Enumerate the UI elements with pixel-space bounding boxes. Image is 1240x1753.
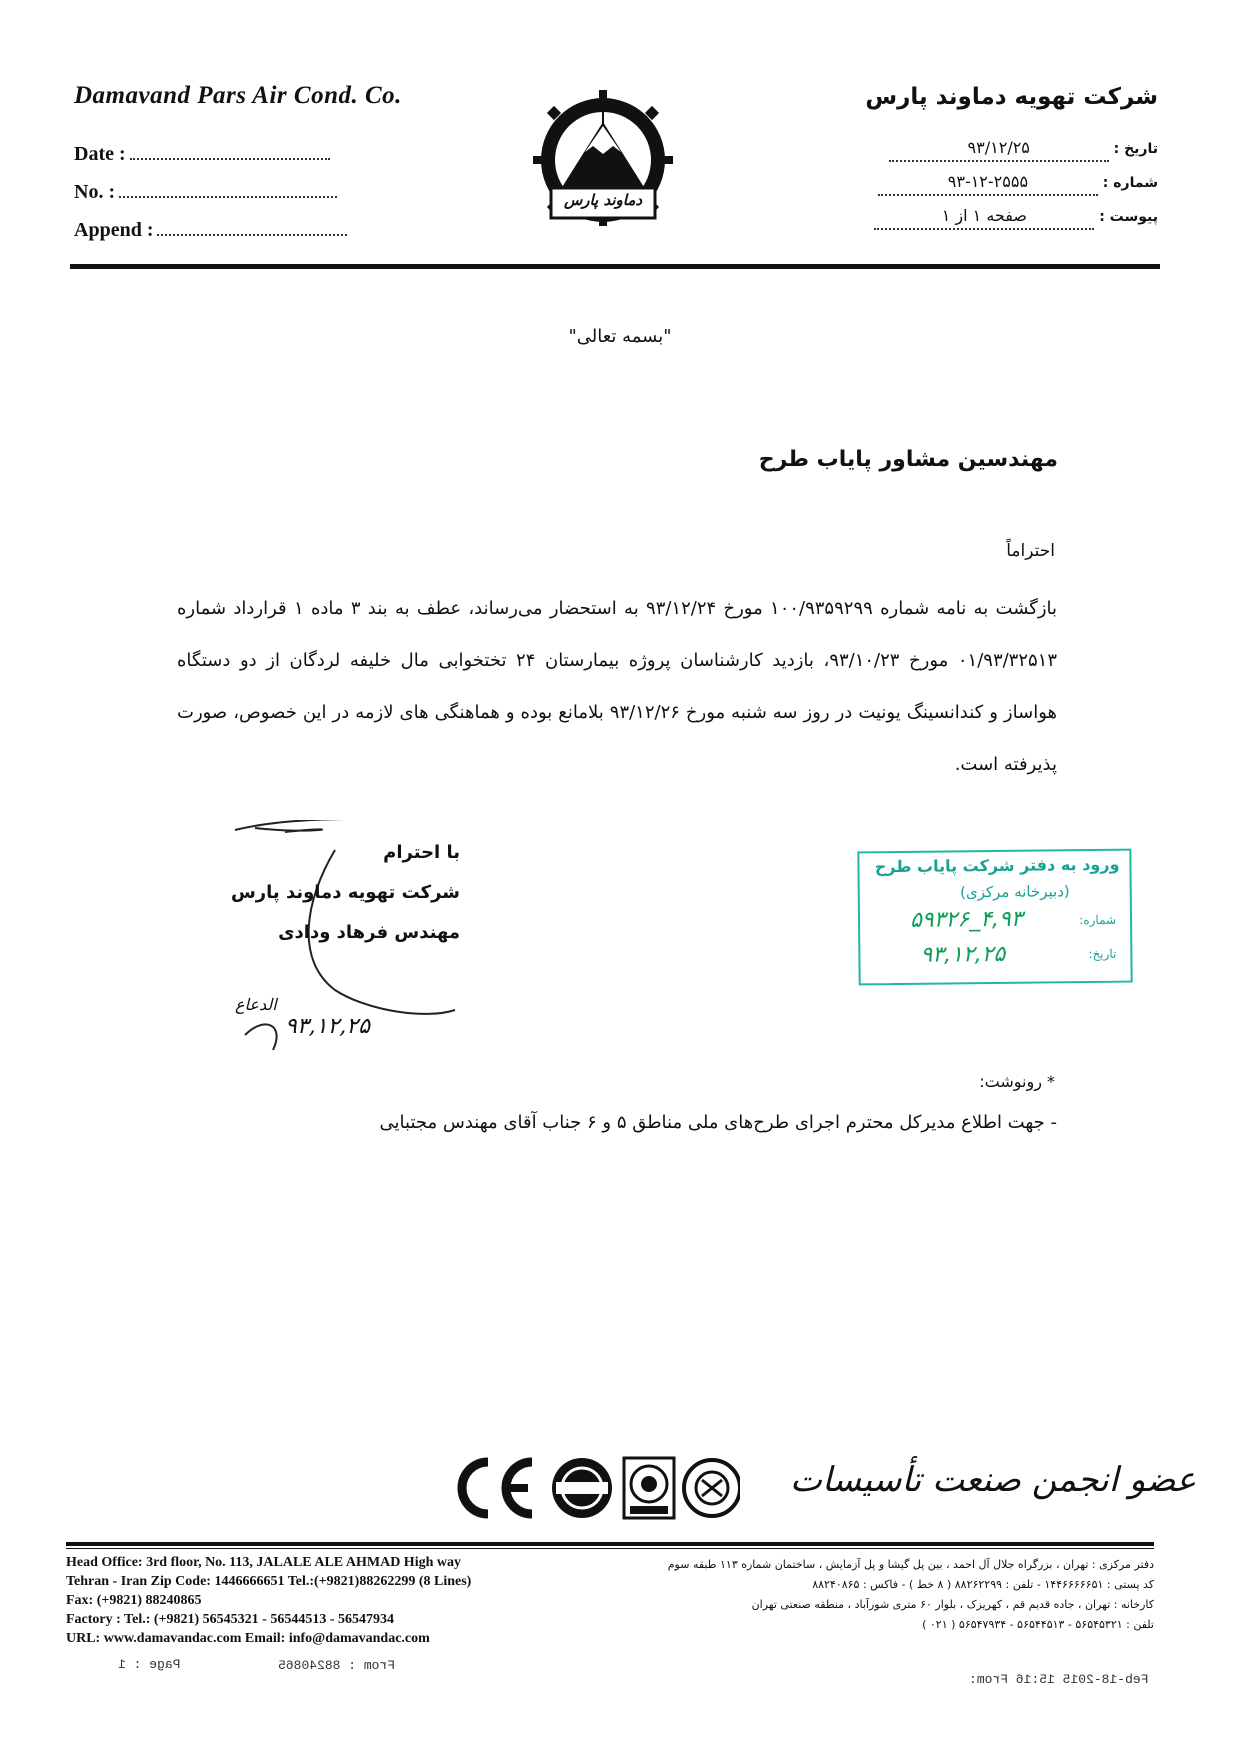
member-association-text: عضو انجمن صنعت تأسیسات: [790, 1460, 1197, 1500]
signer-name: مهندس فرهاد ودادی: [278, 922, 460, 943]
footer-divider-thin: [66, 1548, 1154, 1549]
fax-page-mark: Page : 1: [118, 1657, 181, 1672]
footer-en-line: Head Office: 3rd floor, No. 113, JALALE ALE AHMAD High way: [66, 1555, 461, 1570]
handwritten-date: ۹۳,۱۲,۲۵: [285, 1014, 370, 1039]
footer-en-line: Fax: (+9821) 88240865: [66, 1593, 202, 1608]
stamp-number-label: شماره:: [1079, 912, 1117, 928]
footer-fa-line: دفتر مرکزی : تهران ، بزرگراه جلال آل احمد ، بین پل گیشا و پل آزمایش ، ساختمان شماره ۱۱۳ طبقه سوم: [667, 1558, 1154, 1571]
mountain-gear-icon: [523, 88, 683, 238]
cc-label: * رونوشت:: [979, 1072, 1055, 1091]
ce-mark-icon: [462, 1462, 532, 1514]
footer-fa-line: کد پستی : ۱۴۴۶۶۶۶۶۵۱ - تلفن : ۸۸۲۶۲۲۹۹ ( ۸ خط ) - فاکس : ۸۸۲۴۰۸۶۵: [812, 1578, 1154, 1591]
date-label-fa: تاریخ :: [1113, 141, 1158, 157]
attachment-field-fa: [858, 206, 1158, 230]
company-name-en: Damavand Pars Air Cond. Co.: [74, 82, 402, 109]
addressee: مهندسین مشاور پایاب طرح: [758, 447, 1058, 472]
signature-block: [200, 833, 460, 953]
footer-en-line: Tehran - Iran Zip Code: 1446666651 Tel.:(+9821)88262299 (8 Lines): [66, 1574, 472, 1589]
attachment-value: صفحه ۱ از ۱: [874, 206, 1094, 230]
stamp-date-value: ۹۳,۱۲,۲۵: [920, 941, 1006, 968]
fax-from-mark: From : 88240865: [278, 1658, 396, 1673]
company-name-fa: شرکت تهویه دماوند پارس: [865, 84, 1158, 110]
number-value: ۹۳-۱۲-۲۵۵۵: [878, 172, 1098, 196]
cc-text: - جهت اطلاع مدیرکل محترم اجرای طرح‌های ملی مناطق ۵ و ۶ جناب آقای مهندس مجتبایی: [379, 1112, 1057, 1133]
fax-time-mark: Feb-18-2015 15:16 From:: [968, 1672, 1148, 1687]
footer-fa-line: تلفن : ۵۶۵۴۵۳۲۱ - ۵۶۵۴۴۵۱۳ - ۵۶۵۴۷۹۳۴ ( ۰۲۱ ): [922, 1618, 1154, 1631]
number-field-en: [74, 181, 337, 204]
date-field-en: [74, 143, 330, 166]
received-stamp: [857, 849, 1132, 986]
footer-en-line: Factory : Tel.: (+9821) 56545321 - 56544513 - 56547934: [66, 1612, 394, 1627]
footer-fa-line: کارخانه : تهران ، جاده قدیم قم ، کهریزک ، بلوار ۶۰ متری شورآباد ، منطقه صنعتی تهران: [751, 1598, 1154, 1611]
footer-address-en: [66, 1553, 471, 1648]
letter-body: بازگشت به نامه شماره ۱۰۰/۹۳۵۹۲۹۹ مورخ ۹۳/۱۲/۲۴ به استحضار می‌رساند، عطف به بند ۳ ماده ۱ قرارداد شماره ۰۱/۹۳/۳۲۵۱۳ مورخ ۹۳/۱۰/۲۳، بازدید کارشناسان پروژه بیمارستان ۲۴ تختخوابی مال خلیفه لردگان از دو دستگاه هواساز و کندانسینگ یونیت در روز سه شنبه مورخ ۹۳/۱۲/۲۶ بلامانع بوده و هماهنگی های لازمه در این خصوص، صورت پذیرفته است.: [177, 598, 1058, 775]
date-label-en: Date :: [74, 143, 126, 165]
bismillah: "بسمه تعالی": [568, 326, 672, 347]
append-label-en: Append :: [74, 219, 154, 241]
stamp-date-label: تاریخ:: [1088, 946, 1117, 962]
logo-caption: دماوند پارس: [563, 191, 643, 209]
member-seal-icon: [684, 1460, 740, 1516]
footer-divider: [66, 1542, 1154, 1546]
company-logo: [523, 88, 683, 238]
number-label-en: No. :: [74, 181, 116, 203]
header-divider: [70, 264, 1160, 269]
greeting: احتراماً: [1006, 541, 1055, 561]
handwritten-initials: الدعاع: [235, 995, 277, 1014]
stamp-number-value: ۴,۹۳_۵۹۳۲۶: [909, 906, 1023, 933]
closing: با احترام: [383, 842, 460, 863]
stamp-title: ورود به دفتر شرکت پایاب طرح: [874, 854, 1120, 877]
stamp-subtitle: (دبیرخانه مرکزی): [959, 882, 1070, 902]
date-field-fa: [858, 138, 1158, 162]
append-field-en: [74, 219, 347, 242]
standard-seal-icon: [624, 1458, 674, 1518]
signer-company: شرکت تهویه دماوند پارس: [230, 882, 460, 903]
date-value: ۹۳/۱۲/۲۵: [889, 138, 1109, 162]
footer-address-fa: [594, 1555, 1154, 1635]
number-label-fa: شماره :: [1102, 175, 1158, 191]
iso-9001-icon: [552, 1458, 612, 1518]
number-field-fa: [858, 172, 1158, 196]
certification-logos: [440, 1448, 740, 1528]
attachment-label-fa: پیوست :: [1099, 209, 1158, 225]
footer-en-line: URL: www.damavandac.com Email: info@damavandac.com: [66, 1631, 430, 1646]
